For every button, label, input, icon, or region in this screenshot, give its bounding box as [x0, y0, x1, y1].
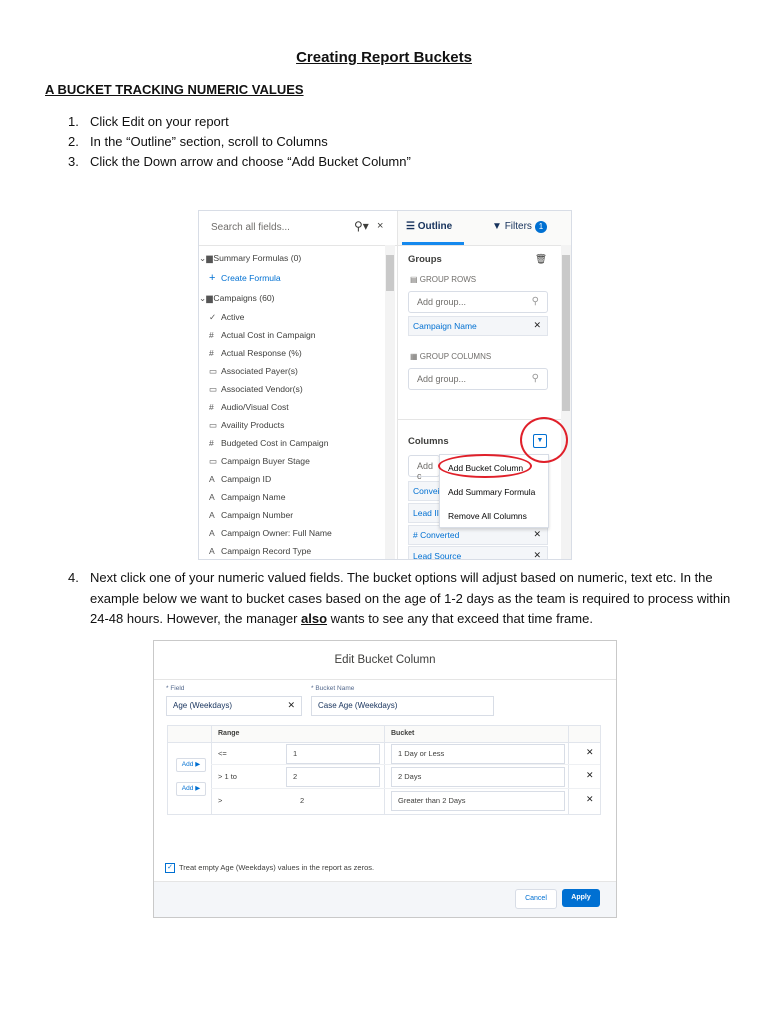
field-item[interactable]: ▭ Associated Vendor(s) [209, 384, 303, 394]
folder-icon: ⌄▆ [199, 293, 213, 303]
close-icon[interactable]: × [377, 220, 384, 232]
search-icon: ⚲ [531, 373, 539, 384]
range-column-header: Range [218, 730, 240, 737]
delete-row-icon[interactable]: ✕ [586, 770, 594, 780]
field-item[interactable]: A Campaign Number [209, 510, 294, 520]
delete-row-icon[interactable]: ✕ [586, 747, 594, 757]
menu-item-remove-all-columns[interactable]: Remove All Columns [448, 511, 527, 521]
picklist-field-icon: ▭ [209, 420, 218, 430]
field-item[interactable]: A Campaign Name [209, 492, 286, 502]
menu-item-add-summary-formula[interactable]: Add Summary Formula [448, 487, 536, 497]
field-item[interactable]: # Actual Response (%) [209, 348, 302, 358]
search-icon[interactable]: ⚲▾ [354, 219, 369, 233]
checkbox-field-icon: ✓ [209, 312, 217, 322]
range-value-input[interactable]: 2 [286, 767, 380, 787]
bucket-table: Range Bucket <= 1 1 Day or Less ✕ > 1 to 2 2 Days ✕ > 2 Greater than 2 Days ✕ Add ▶ Add ▶ [167, 725, 601, 815]
add-range-button[interactable]: Add ▶ [176, 782, 206, 796]
menu-item-add-bucket-column[interactable]: Add Bucket Column [448, 463, 524, 473]
cancel-button[interactable]: Cancel [515, 889, 557, 909]
plus-icon: + [209, 272, 216, 284]
caret-right-icon: ▶ [195, 785, 201, 792]
column-pill[interactable]: Convei [408, 481, 440, 501]
remove-icon: ✕ [533, 529, 541, 539]
number-field-icon: # [209, 438, 214, 448]
emphasis-also: also [301, 611, 328, 626]
highlight-ring [520, 417, 568, 463]
group-rows-label: ▤ GROUP ROWS [410, 275, 477, 284]
search-input[interactable]: Search all fields... [211, 222, 290, 233]
fields-panel [199, 211, 397, 559]
groups-heading: Groups [408, 254, 442, 265]
bucket-label-input[interactable]: Greater than 2 Days [391, 791, 565, 811]
step-1: 1. Click Edit on your report [68, 114, 229, 129]
text-field-icon: A [209, 546, 215, 556]
columns-icon: ▦ [410, 352, 420, 361]
field-item[interactable]: ✓ Active [209, 312, 245, 322]
rows-icon: ▤ [410, 275, 420, 284]
number-field-icon: # [209, 348, 214, 358]
chevron-down-icon[interactable]: ▼ [533, 434, 547, 448]
range-value: 2 [300, 796, 305, 805]
step-2: 2. In the “Outline” section, scroll to Columns [68, 134, 328, 149]
picklist-field-icon: ▭ [209, 384, 218, 394]
dialog-header [154, 641, 616, 680]
outline-scrollbar[interactable] [561, 245, 571, 559]
section-heading: A BUCKET TRACKING NUMERIC VALUES [45, 82, 304, 97]
group-pill[interactable]: Campaign Name ✕ [408, 316, 548, 336]
tab-filters[interactable]: ▼ Filters 1 [492, 221, 547, 233]
number-field-icon: # [209, 402, 214, 412]
add-column-input[interactable]: Add c [408, 455, 440, 477]
text-field-icon: A [209, 492, 215, 502]
field-item[interactable]: ▭ Associated Payer(s) [209, 366, 298, 376]
field-item[interactable]: A Campaign Owner: Full Name [209, 528, 332, 538]
field-item[interactable]: # Budgeted Cost in Campaign [209, 438, 329, 448]
add-group-columns-input[interactable]: Add group... ⚲ [408, 368, 548, 390]
treat-empty-checkbox[interactable]: ✓ [165, 863, 175, 873]
caret-right-icon: ▶ [195, 761, 201, 768]
picklist-field-icon: ▭ [209, 366, 218, 376]
apply-button[interactable]: Apply [562, 889, 600, 907]
column-pill[interactable]: # Converted ✕ [408, 525, 548, 545]
delete-row-icon[interactable]: ✕ [586, 794, 594, 804]
bucket-name-input[interactable]: Case Age (Weekdays) [311, 696, 494, 716]
add-group-rows-input[interactable]: Add group... ⚲ [408, 291, 548, 313]
fields-scrollbar[interactable] [385, 245, 395, 559]
folder-icon: ⌄▆ [199, 253, 213, 263]
create-formula-link[interactable]: + Create Formula [209, 272, 281, 284]
step-3: 3. Click the Down arrow and choose “Add Bucket Column” [68, 154, 411, 169]
field-item[interactable]: # Actual Cost in Campaign [209, 330, 316, 340]
edit-bucket-column-dialog [153, 640, 617, 918]
column-pill[interactable]: Lead Source ✕ [408, 546, 548, 560]
columns-heading: Columns [408, 436, 449, 447]
tab-outline[interactable]: ☰ Outline [406, 221, 453, 232]
field-item[interactable]: A Campaign ID [209, 474, 272, 484]
add-range-button[interactable]: Add ▶ [176, 758, 206, 772]
clear-icon: ✕ [287, 700, 295, 710]
dialog-title: Edit Bucket Column [334, 654, 436, 666]
range-value-input[interactable]: 1 [286, 744, 380, 764]
filter-icon: ▼ [492, 221, 505, 232]
field-search[interactable] [199, 211, 397, 246]
highlight-oval [438, 454, 532, 478]
bucket-label-input[interactable]: 1 Day or Less [391, 744, 565, 764]
bucket-column-header: Bucket [391, 730, 415, 737]
dialog-footer [154, 881, 616, 918]
list-icon: ☰ [406, 221, 418, 232]
folder-campaigns[interactable]: ⌄▆ Campaigns (60) [199, 293, 275, 303]
search-icon: ⚲ [531, 296, 539, 307]
outline-tabs [398, 211, 572, 246]
folder-summary-formulas[interactable]: ⌄▆ Summary Formulas (0) [199, 253, 302, 263]
text-field-icon: A [209, 510, 215, 520]
text-field-icon: A [209, 474, 215, 484]
checkbox-label: Treat empty Age (Weekdays) values in the report as zeros. [179, 863, 375, 872]
field-item[interactable]: A Campaign Record Type [209, 546, 312, 556]
text-field-icon: A [209, 528, 215, 538]
remove-icon: ✕ [533, 320, 541, 330]
step-4: 4. Next click one of your numeric valued fields. The bucket options will adjust based on numeric, text etc. In the example below we want to bucket cases based on the age of 1-2 days as the team is required to process within 24-48 hours. However, the manager also wants to see any that exceed that time frame. [68, 570, 731, 626]
column-pill[interactable]: Lead II [408, 503, 440, 523]
trash-icon[interactable]: 🗑 [535, 254, 548, 265]
filters-count-badge: 1 [535, 221, 547, 233]
report-builder-screenshot [198, 210, 572, 560]
bucket-label-input[interactable]: 2 Days [391, 767, 565, 787]
number-field-icon: # [209, 330, 214, 340]
active-tab-indicator [402, 242, 464, 245]
group-columns-label: ▦ GROUP COLUMNS [410, 352, 492, 361]
field-select[interactable]: Age (Weekdays) ✕ [166, 696, 302, 716]
remove-icon: ✕ [533, 550, 541, 560]
field-label: * Field [166, 685, 185, 692]
field-item[interactable]: ▭ Campaign Buyer Stage [209, 456, 310, 466]
bucket-name-label: * Bucket Name [311, 685, 355, 692]
field-item[interactable]: # Audio/Visual Cost [209, 402, 289, 412]
picklist-field-icon: ▭ [209, 456, 218, 466]
field-item[interactable]: ▭ Availity Products [209, 420, 285, 430]
document-title: Creating Report Buckets [296, 49, 472, 66]
